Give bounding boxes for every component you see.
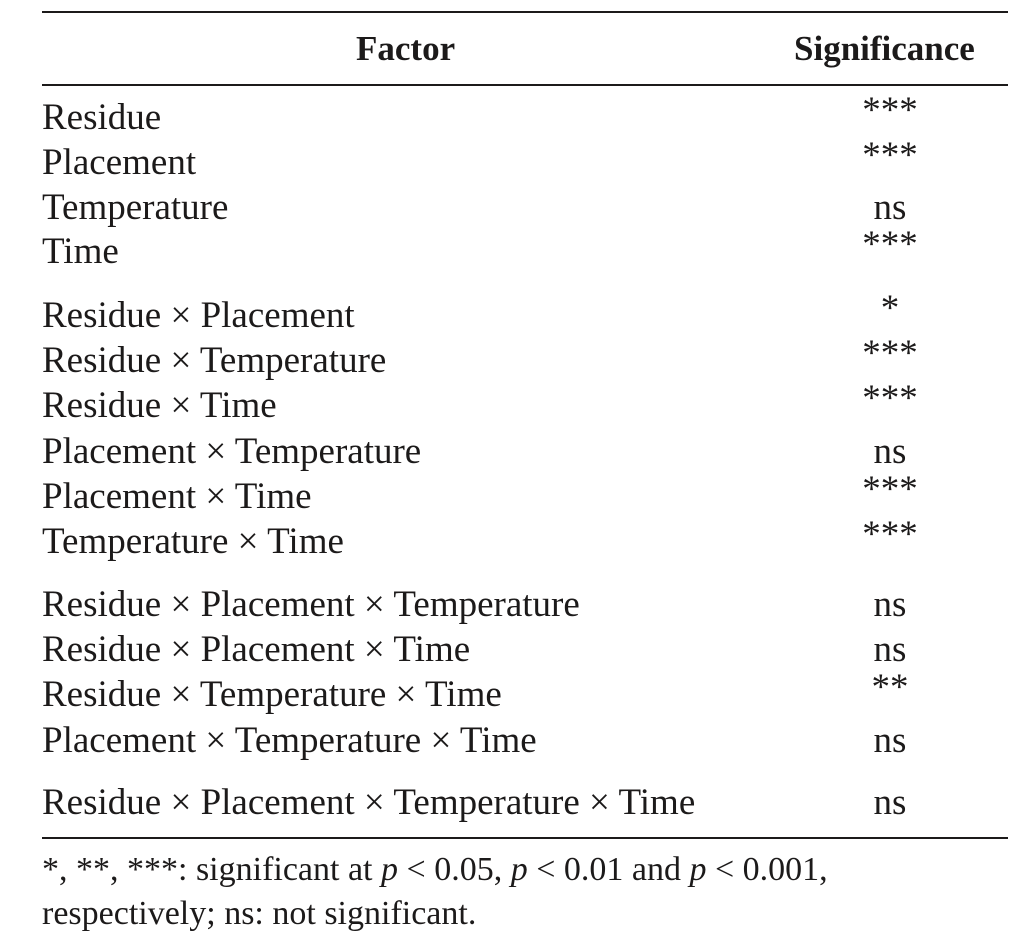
factor-cell: Residue × Placement [42, 295, 355, 336]
table-row [0, 781, 1021, 825]
significance-cell: ns [873, 782, 907, 823]
table-row [0, 135, 1021, 185]
factor-cell: Residue × Temperature [42, 340, 387, 381]
table-row [0, 583, 1021, 627]
factor-cell: Placement × Temperature × Time [42, 720, 537, 761]
factor-cell: Residue × Placement × Temperature × Time [42, 782, 696, 823]
factor-cell: Residue × Temperature × Time [42, 674, 502, 715]
factor-cell: Time [42, 231, 119, 272]
factor-cell: Residue × Placement × Time [42, 629, 471, 670]
significance-cell: *** [862, 469, 918, 510]
table-row [0, 667, 1021, 717]
factor-cell: Placement [42, 142, 197, 183]
factor-cell: Residue [42, 97, 162, 138]
significance-cell: * [880, 288, 900, 329]
factor-cell: Temperature × Time [42, 521, 344, 562]
significance-cell: ns [873, 720, 907, 761]
table-row [0, 514, 1021, 564]
factor-cell: Placement × Temperature [42, 431, 422, 472]
significance-cell: *** [862, 90, 918, 131]
footnote-p-symbol: p [510, 851, 528, 888]
footnote-text: < 0.001, respectively; ns: not significant. [42, 851, 828, 932]
significance-cell: *** [862, 378, 918, 419]
table-row [0, 719, 1021, 763]
table-top-rule [42, 11, 1008, 13]
factor-cell: Placement × Time [42, 476, 312, 517]
footnote-text: < 0.01 and [527, 851, 690, 888]
significance-cell: *** [862, 224, 918, 265]
table-row [0, 378, 1021, 428]
footnote-p-symbol: p [689, 851, 707, 888]
table-bottom-rule [42, 837, 1008, 839]
footnote-text: *, **, ***: significant at [42, 851, 382, 888]
significance-cell: ns [873, 431, 907, 472]
significance-cell: ns [873, 187, 907, 228]
header-rule [42, 84, 1008, 86]
significance-cell: ns [873, 584, 907, 625]
table-row [0, 224, 1021, 274]
significance-cell: *** [862, 514, 918, 555]
table-footnote [42, 848, 1002, 936]
significance-cell: *** [862, 333, 918, 374]
column-header-factor: Factor [356, 29, 456, 68]
column-header-significance: Significance [794, 29, 975, 68]
significance-cell: ** [871, 667, 909, 708]
factor-cell: Residue × Placement × Temperature [42, 584, 580, 625]
factor-cell: Temperature [42, 187, 229, 228]
significance-cell: *** [862, 135, 918, 176]
footnote-text: < 0.05, [398, 851, 511, 888]
significance-cell: ns [873, 629, 907, 670]
factor-cell: Residue × Time [42, 385, 277, 426]
footnote-p-symbol: p [381, 851, 399, 888]
